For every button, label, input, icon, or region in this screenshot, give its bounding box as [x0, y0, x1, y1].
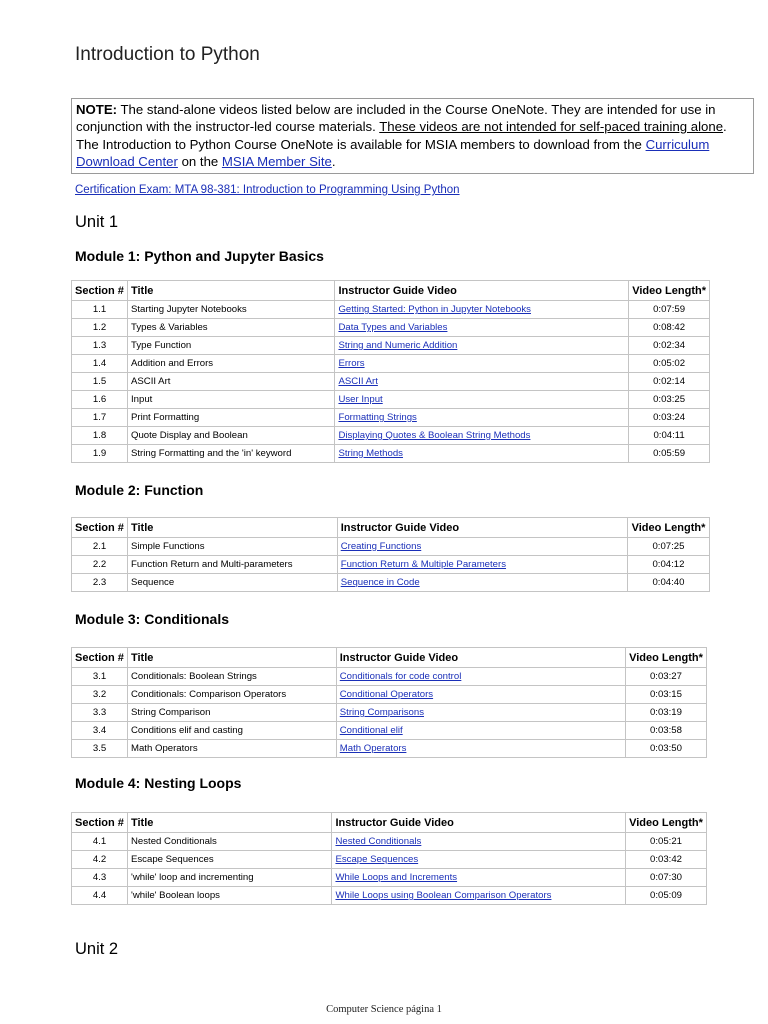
col-header-title: Title	[127, 281, 334, 301]
video-length-cell: 0:02:14	[629, 373, 710, 391]
title-cell: Addition and Errors	[127, 355, 334, 373]
video-link[interactable]: Formatting Strings	[338, 412, 417, 423]
video-link[interactable]: While Loops and Increments	[335, 872, 458, 883]
note-text-1: The stand-alone videos listed below are included in the Course OneNote. They are intended for use in conjunction with the instructor-led course materials.	[76, 102, 716, 135]
table-row	[72, 833, 707, 851]
section-number-cell: 1.5	[72, 373, 128, 391]
video-length-cell: 0:03:50	[625, 740, 706, 758]
table-row	[72, 887, 707, 905]
title-cell: 'while' Boolean loops	[127, 887, 331, 905]
video-cell	[336, 668, 625, 686]
video-length-cell: 0:07:25	[627, 538, 709, 556]
title-cell: Types & Variables	[127, 319, 334, 337]
table-row	[72, 301, 710, 319]
col-header-length: Video Length*	[625, 813, 706, 833]
note-underlined-text: These videos are not intended for self-paced training alone	[379, 119, 724, 135]
title-cell: Nested Conditionals	[127, 833, 331, 851]
video-link[interactable]: Sequence in Code	[340, 577, 420, 588]
table-row	[72, 355, 710, 373]
title-cell: Conditionals: Boolean Strings	[127, 668, 336, 686]
video-length-cell: 0:03:58	[625, 722, 706, 740]
video-link[interactable]: Data Types and Variables	[338, 322, 448, 333]
video-length-cell: 0:03:27	[625, 668, 706, 686]
title-cell: Print Formatting	[127, 409, 334, 427]
section-number-cell: 1.2	[72, 319, 128, 337]
section-number-cell: 1.1	[72, 301, 128, 319]
title-cell: String Formatting and the 'in' keyword	[127, 445, 334, 463]
module-4-heading: Module 4: Nesting Loops	[75, 775, 242, 791]
section-number-cell: 4.3	[72, 869, 128, 887]
title-cell: Quote Display and Boolean	[127, 427, 334, 445]
note-box	[71, 98, 754, 174]
table-row	[72, 740, 707, 758]
video-cell	[335, 337, 629, 355]
table-row	[72, 686, 707, 704]
module-1-heading: Module 1: Python and Jupyter Basics	[75, 248, 324, 264]
unit-2-heading: Unit 2	[75, 940, 119, 958]
note-text-4: .	[331, 153, 336, 169]
video-length-cell: 0:02:34	[629, 337, 710, 355]
table-row	[72, 574, 710, 592]
title-cell: Math Operators	[127, 740, 336, 758]
video-link[interactable]: Nested Conditionals	[335, 836, 422, 847]
video-link[interactable]: Conditional Operators	[339, 689, 434, 700]
video-link[interactable]: Math Operators	[339, 743, 407, 754]
video-link[interactable]: Errors	[338, 358, 365, 369]
table-row	[72, 869, 707, 887]
video-cell	[335, 355, 629, 373]
section-number-cell: 2.2	[72, 556, 128, 574]
title-cell: Escape Sequences	[127, 851, 331, 869]
video-length-cell: 0:03:24	[629, 409, 710, 427]
title-cell: Starting Jupyter Notebooks	[127, 301, 334, 319]
video-link[interactable]: String and Numeric Addition	[338, 340, 458, 351]
table-header-row	[72, 518, 710, 538]
video-length-cell: 0:07:59	[629, 301, 710, 319]
table-row	[72, 391, 710, 409]
title-cell: Simple Functions	[127, 538, 337, 556]
section-number-cell: 1.3	[72, 337, 128, 355]
video-cell	[335, 301, 629, 319]
video-link[interactable]: Creating Functions	[340, 541, 422, 552]
col-header-video: Instructor Guide Video	[332, 813, 626, 833]
table-row	[72, 704, 707, 722]
video-cell	[337, 538, 627, 556]
video-length-cell: 0:04:40	[627, 574, 709, 592]
video-link[interactable]: Getting Started: Python in Jupyter Notebooks	[338, 304, 531, 315]
section-number-cell: 4.4	[72, 887, 128, 905]
video-length-cell: 0:05:59	[629, 445, 710, 463]
video-length-cell: 0:03:19	[625, 704, 706, 722]
section-number-cell: 1.9	[72, 445, 128, 463]
module-1-table	[71, 280, 710, 463]
table-row	[72, 337, 710, 355]
table-row	[72, 319, 710, 337]
col-header-section: Section #	[72, 648, 128, 668]
video-cell	[332, 833, 626, 851]
video-link[interactable]: While Loops using Boolean Comparison Operators	[335, 890, 552, 901]
video-cell	[332, 869, 626, 887]
module-4-table	[71, 812, 707, 905]
video-cell	[332, 851, 626, 869]
video-cell	[335, 427, 629, 445]
video-cell	[336, 740, 625, 758]
col-header-video: Instructor Guide Video	[337, 518, 627, 538]
table-row	[72, 851, 707, 869]
title-cell: ASCII Art	[127, 373, 334, 391]
video-length-cell: 0:03:42	[625, 851, 706, 869]
video-length-cell: 0:04:12	[627, 556, 709, 574]
video-length-cell: 0:05:02	[629, 355, 710, 373]
col-header-length: Video Length*	[627, 518, 709, 538]
col-header-title: Title	[127, 518, 337, 538]
col-header-title: Title	[127, 813, 331, 833]
section-number-cell: 3.5	[72, 740, 128, 758]
msia-member-site-link[interactable]: MSIA Member Site	[221, 153, 332, 169]
table-row	[72, 722, 707, 740]
curriculum-download-center-link[interactable]: Curriculum Download Center	[76, 136, 710, 169]
video-cell	[335, 445, 629, 463]
title-cell: Type Function	[127, 337, 334, 355]
video-cell	[335, 391, 629, 409]
page-footer: Computer Science página 1	[326, 1004, 442, 1015]
section-number-cell: 3.2	[72, 686, 128, 704]
section-number-cell: 3.4	[72, 722, 128, 740]
video-cell	[336, 686, 625, 704]
section-number-cell: 3.1	[72, 668, 128, 686]
section-number-cell: 1.4	[72, 355, 128, 373]
module-2-heading: Module 2: Function	[75, 482, 204, 498]
section-number-cell: 4.1	[72, 833, 128, 851]
table-header-row	[72, 648, 707, 668]
table-row	[72, 445, 710, 463]
video-cell	[337, 556, 627, 574]
col-header-title: Title	[127, 648, 336, 668]
title-cell: Input	[127, 391, 334, 409]
table-row	[72, 668, 707, 686]
note-text-3: on the	[177, 153, 222, 169]
unit-1-heading: Unit 1	[75, 213, 119, 231]
col-header-section: Section #	[72, 281, 128, 301]
video-link[interactable]: String Methods	[338, 448, 403, 459]
module-2-table	[71, 517, 710, 592]
video-length-cell: 0:03:15	[625, 686, 706, 704]
video-length-cell: 0:05:09	[625, 887, 706, 905]
video-link[interactable]: Escape Sequences	[335, 854, 419, 865]
video-link[interactable]: User Input	[338, 394, 383, 405]
table-row	[72, 538, 710, 556]
col-header-video: Instructor Guide Video	[335, 281, 629, 301]
col-header-video: Instructor Guide Video	[336, 648, 625, 668]
section-number-cell: 2.1	[72, 538, 128, 556]
col-header-length: Video Length*	[625, 648, 706, 668]
video-link[interactable]: Conditional elif	[339, 725, 403, 736]
video-cell	[336, 722, 625, 740]
section-number-cell: 1.8	[72, 427, 128, 445]
table-row	[72, 427, 710, 445]
title-cell: Conditionals: Comparison Operators	[127, 686, 336, 704]
table-header-row	[72, 281, 710, 301]
video-length-cell: 0:08:42	[629, 319, 710, 337]
page-title: Introduction to Python	[75, 44, 260, 65]
video-cell	[332, 887, 626, 905]
video-link[interactable]: Conditionals for code control	[339, 671, 462, 682]
video-length-cell: 0:07:30	[625, 869, 706, 887]
table-row	[72, 409, 710, 427]
section-number-cell: 1.6	[72, 391, 128, 409]
section-number-cell: 2.3	[72, 574, 128, 592]
col-header-length: Video Length*	[629, 281, 710, 301]
video-link[interactable]: Function Return & Multiple Parameters	[340, 559, 507, 570]
video-link[interactable]: ASCII Art	[338, 376, 378, 387]
title-cell: String Comparison	[127, 704, 336, 722]
video-cell	[336, 704, 625, 722]
video-link[interactable]: Displaying Quotes & Boolean String Methods	[338, 430, 531, 441]
video-cell	[337, 574, 627, 592]
section-number-cell: 4.2	[72, 851, 128, 869]
video-cell	[335, 319, 629, 337]
table-row	[72, 556, 710, 574]
section-number-cell: 3.3	[72, 704, 128, 722]
section-number-cell: 1.7	[72, 409, 128, 427]
video-cell	[335, 409, 629, 427]
note-lead: NOTE:	[76, 102, 118, 117]
title-cell: Function Return and Multi-parameters	[127, 556, 337, 574]
video-cell	[335, 373, 629, 391]
certification-exam-link[interactable]: Certification Exam: MTA 98-381: Introduction to Programming Using Python	[75, 184, 460, 196]
title-cell: Sequence	[127, 574, 337, 592]
video-length-cell: 0:04:11	[629, 427, 710, 445]
video-link[interactable]: String Comparisons	[339, 707, 424, 718]
table-header-row	[72, 813, 707, 833]
module-3-heading: Module 3: Conditionals	[75, 611, 229, 627]
module-3-table	[71, 647, 707, 758]
video-length-cell: 0:03:25	[629, 391, 710, 409]
title-cell: Conditions elif and casting	[127, 722, 336, 740]
note-text-2: . The Introduction to Python Course OneNote is available for MSIA members to download from the	[76, 119, 727, 152]
video-length-cell: 0:05:21	[625, 833, 706, 851]
title-cell: 'while' loop and incrementing	[127, 869, 331, 887]
col-header-section: Section #	[72, 813, 128, 833]
table-row	[72, 373, 710, 391]
col-header-section: Section #	[72, 518, 128, 538]
